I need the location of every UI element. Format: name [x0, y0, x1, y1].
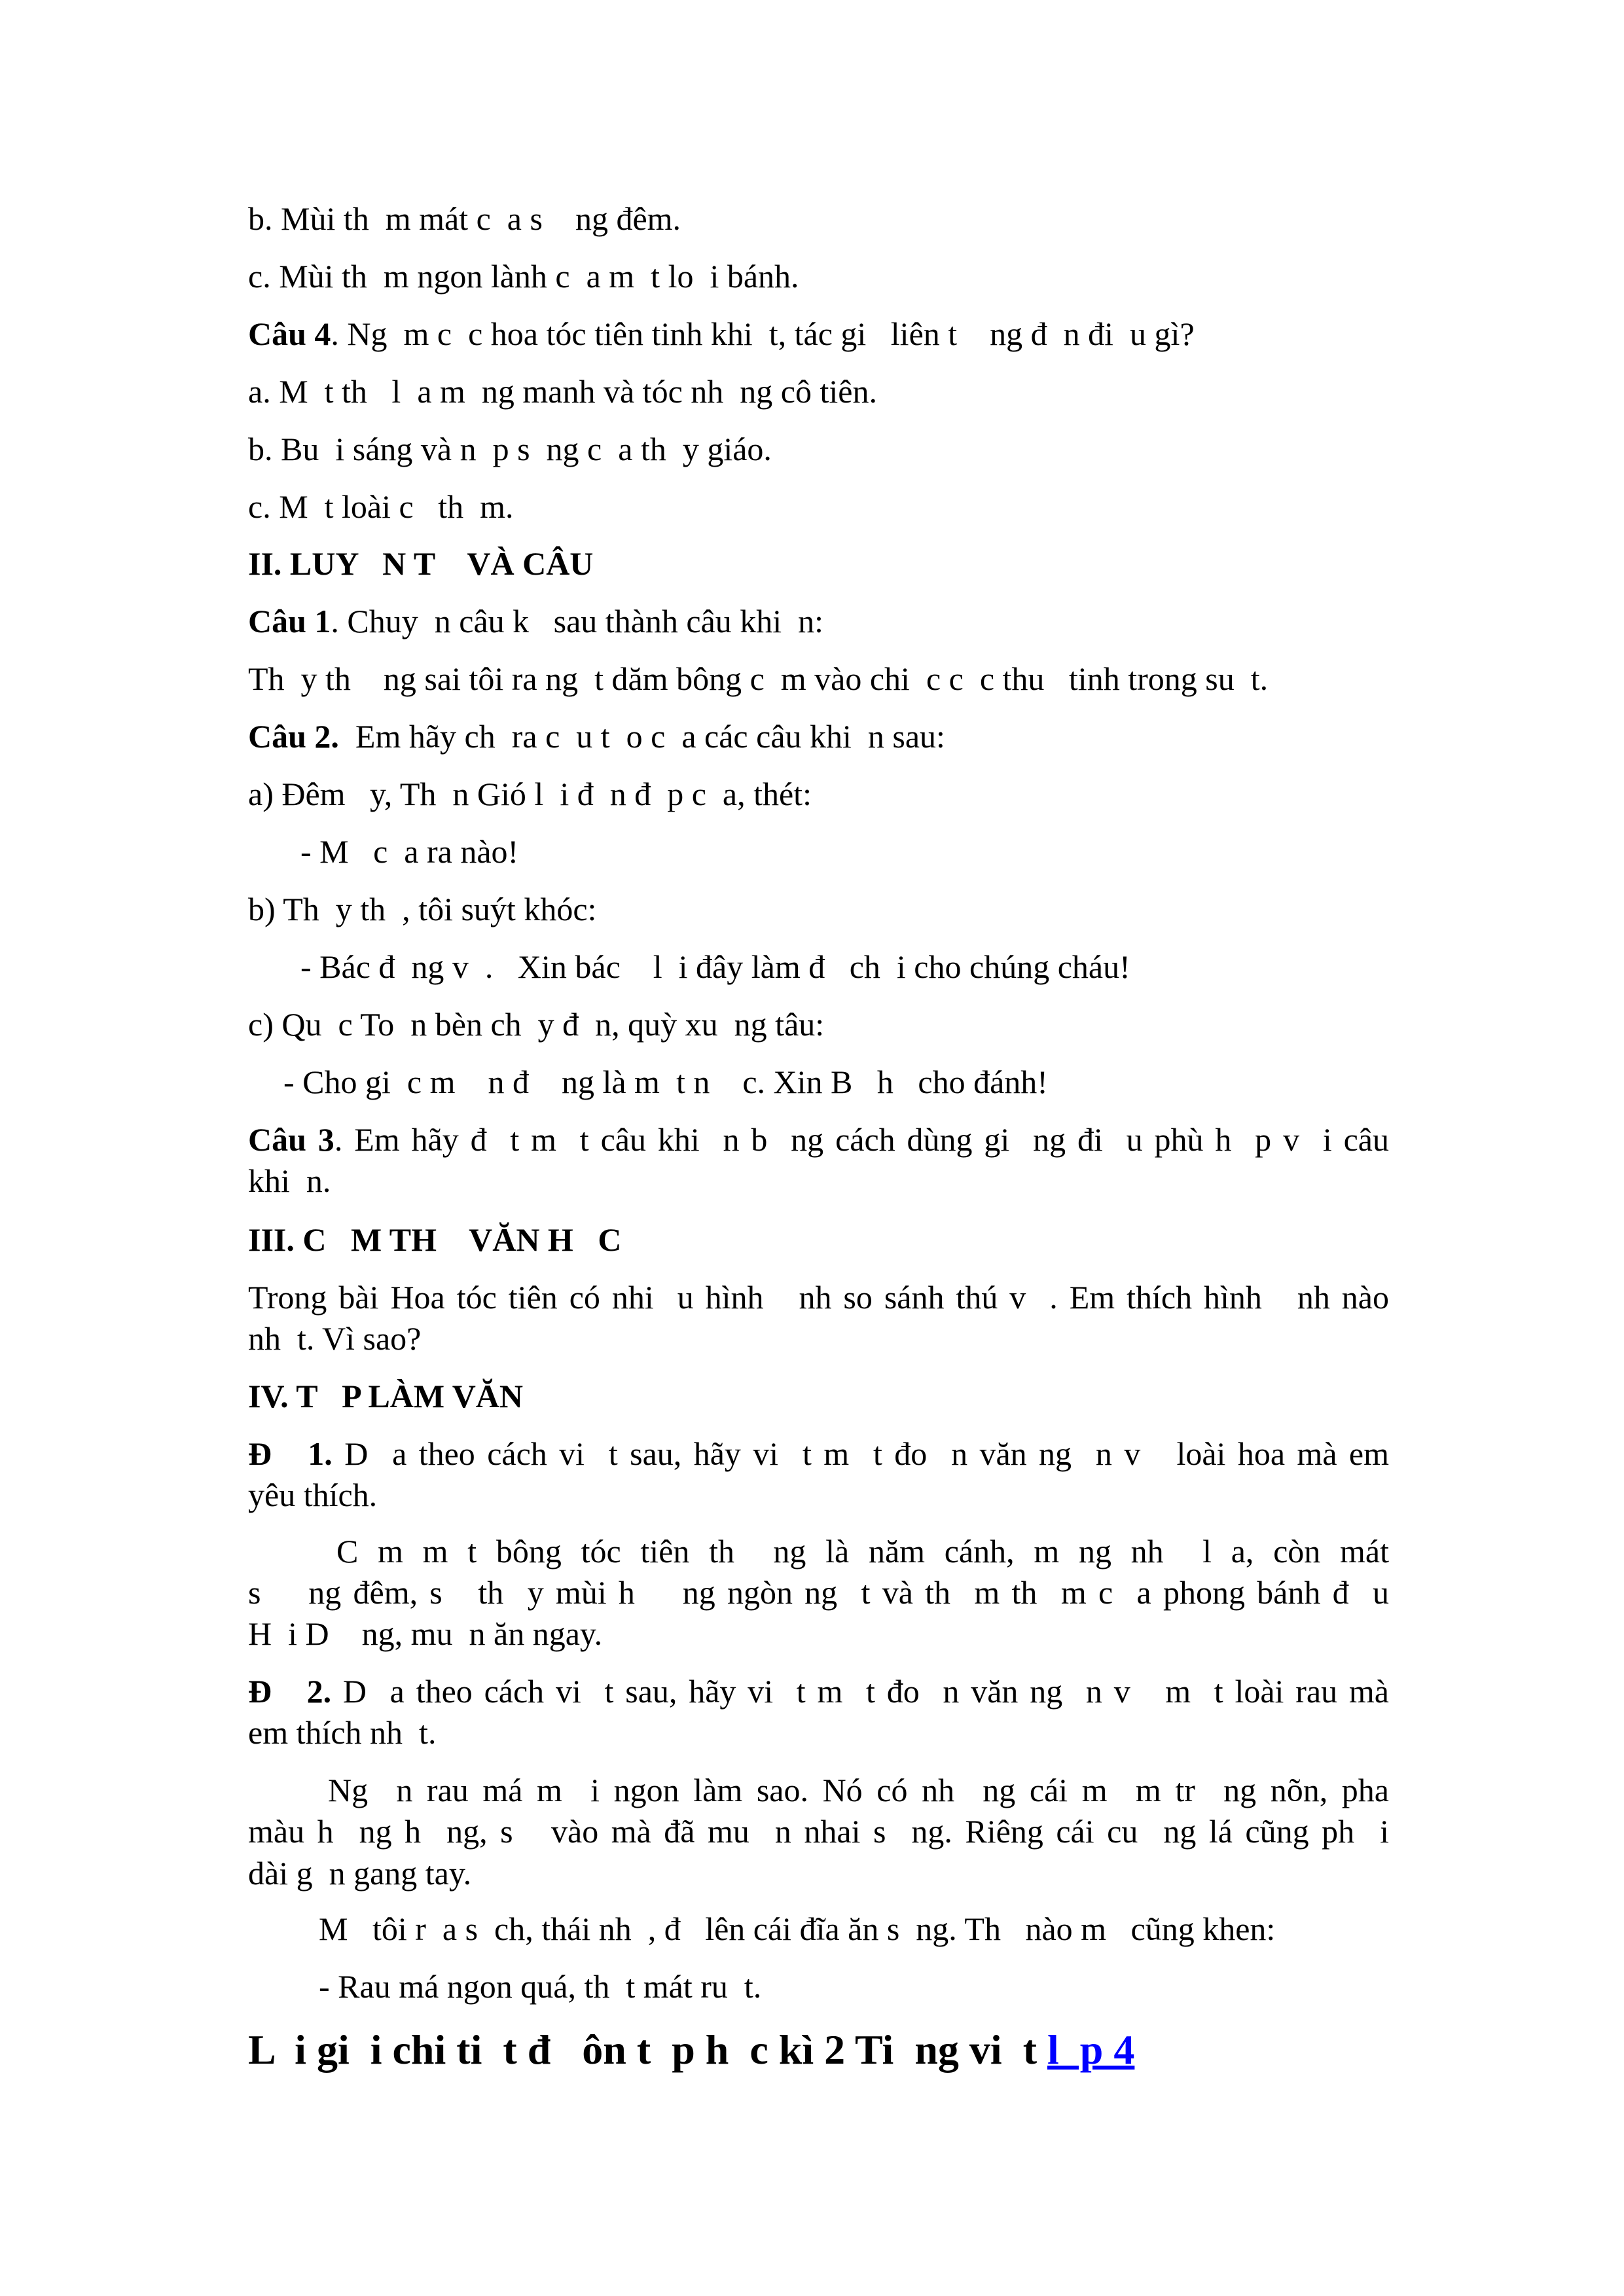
- text-line: [248, 1854, 1389, 1893]
- text-line: [300, 832, 1389, 871]
- line-text: b) Th y th , tôi suýt khóc:: [248, 891, 597, 927]
- text-line: [248, 601, 1389, 641]
- line-text: c. Mùi th m ngon lành c a m t lo i bánh.: [248, 258, 799, 295]
- line-text: . Em hãy đ t m t câu khi n b ng cách dùng gi ng đi u phù h p v i câu: [334, 1121, 1389, 1158]
- line-text: Ng n rau má m i ngon làm sao. Nó có nh ng cái m m tr ng nõn, pha: [328, 1772, 1389, 1808]
- bold-label: Câu 3: [248, 1121, 334, 1158]
- text-line: [248, 372, 1389, 411]
- line-text: dài g n gang tay.: [248, 1855, 472, 1892]
- text-line: [248, 1812, 1389, 1851]
- text-line: [248, 717, 1389, 756]
- text-line: [248, 1434, 1389, 1473]
- text-line: [328, 1770, 1389, 1810]
- section-heading: [248, 1376, 1389, 1416]
- bold-label: Đ 1.: [248, 1435, 333, 1472]
- bold-label: Câu 1: [248, 603, 331, 639]
- line-text: D a theo cách vi t sau, hãy vi t m t đo n văn ng n v m t loài rau mà: [331, 1673, 1389, 1710]
- text-line: [248, 314, 1389, 353]
- line-text: c. M t loài c th m.: [248, 488, 514, 525]
- text-line: [248, 257, 1389, 296]
- line-text: - Cho gi c m n đ ng là m t n c. Xin B h cho đánh!: [283, 1064, 1048, 1100]
- line-text: b. Bu i sáng và n p s ng c a th y giáo.: [248, 431, 772, 467]
- text-line: [248, 1120, 1389, 1159]
- bold-label: Câu 2.: [248, 718, 339, 755]
- line-text: H i D ng, mu n ăn ngay.: [248, 1615, 603, 1652]
- line-text: Th y th ng sai tôi ra ng t dăm bông c m vào chi c c c thu tinh trong su t.: [248, 660, 1269, 697]
- line-text: - Rau má ngon quá, th t mát ru t.: [319, 1968, 762, 2005]
- line-text: C m m t bông tóc tiên th ng là năm cánh, m ng nh l a, còn mát: [336, 1533, 1389, 1570]
- text-line: [248, 1319, 1389, 1358]
- line-text: yêu thích.: [248, 1477, 378, 1513]
- line-text: em thích nh t.: [248, 1714, 437, 1751]
- text-line: [336, 1532, 1389, 1571]
- bold-label: Đ 2.: [248, 1673, 332, 1710]
- line-text: M tôi r a s ch, thái nh , đ lên cái đĩa ăn s ng. Th nào m cũng khen:: [319, 1910, 1276, 1947]
- text-line: [248, 659, 1389, 698]
- text-line: [248, 1475, 1389, 1515]
- text-line: [248, 1005, 1389, 1044]
- line-text: - Bác đ ng v . Xin bác l i đây làm đ ch i cho chúng cháu!: [300, 948, 1130, 985]
- text-line: [319, 1909, 1389, 1948]
- text-line: [248, 1672, 1389, 1711]
- grade-link[interactable]: l p 4: [1047, 2026, 1135, 2073]
- line-text: a) Đêm y, Th n Gió l i đ n đ p c a, thét:: [248, 776, 812, 812]
- line-text: D a theo cách vi t sau, hãy vi t m t đo n văn ng n v loài hoa mà em: [332, 1435, 1389, 1472]
- line-text: nh t. Vì sao?: [248, 1320, 422, 1357]
- line-text: a. M t th l a m ng manh và tóc nh ng cô tiên.: [248, 373, 877, 410]
- text-line: [248, 774, 1389, 814]
- bold-label: Câu 4: [248, 315, 331, 352]
- text-line: [248, 1614, 1389, 1653]
- line-text: . Ng m c c hoa tóc tiên tinh khi t, tác gi liên t ng đ n đi u gì?: [331, 315, 1195, 352]
- line-text: s ng đêm, s th y mùi h ng ngòn ng t và th m th m c a phong bánh đ u: [248, 1574, 1389, 1611]
- section-heading: [248, 1220, 1389, 1259]
- line-text: màu h ng h ng, s vào mà đã mu n nhai s ng. Riêng cái cu ng lá cũng ph i: [248, 1813, 1389, 1850]
- text-line: [248, 199, 1389, 238]
- line-text: khi n.: [248, 1162, 331, 1199]
- solution-heading: [248, 2022, 1134, 2077]
- bold-label: III. C M TH VĂN H C: [248, 1221, 622, 1258]
- text-line: [248, 429, 1389, 469]
- line-text: b. Mùi th m mát c a s ng đêm.: [248, 200, 681, 237]
- text-line: [300, 947, 1389, 986]
- text-line: [248, 889, 1389, 929]
- solution-heading-text: L i gi i chi ti t đ ôn t p h c kì 2 Ti ng vi t: [248, 2026, 1047, 2073]
- bold-label: IV. T P LÀM VĂN: [248, 1378, 524, 1414]
- text-line: [248, 1713, 1389, 1752]
- text-line: [248, 1161, 1389, 1200]
- line-text: Trong bài Hoa tóc tiên có nhi u hình nh so sánh thú v . Em thích hình nh nào: [248, 1279, 1389, 1316]
- line-text: c) Qu c To n bèn ch y đ n, quỳ xu ng tâu:: [248, 1006, 825, 1043]
- text-line: [319, 1967, 1389, 2006]
- bold-label: II. LUY N T VÀ CÂU: [248, 545, 594, 582]
- text-line: [248, 487, 1389, 526]
- line-text: Em hãy ch ra c u t o c a các câu khi n sau:: [338, 718, 945, 755]
- text-line: [248, 1278, 1389, 1317]
- section-heading: [248, 544, 1389, 583]
- line-text: . Chuy n câu k sau thành câu khi n:: [331, 603, 824, 639]
- text-line: [283, 1062, 1389, 1102]
- line-text: - M c a ra nào!: [300, 833, 519, 870]
- text-line: [248, 1573, 1389, 1612]
